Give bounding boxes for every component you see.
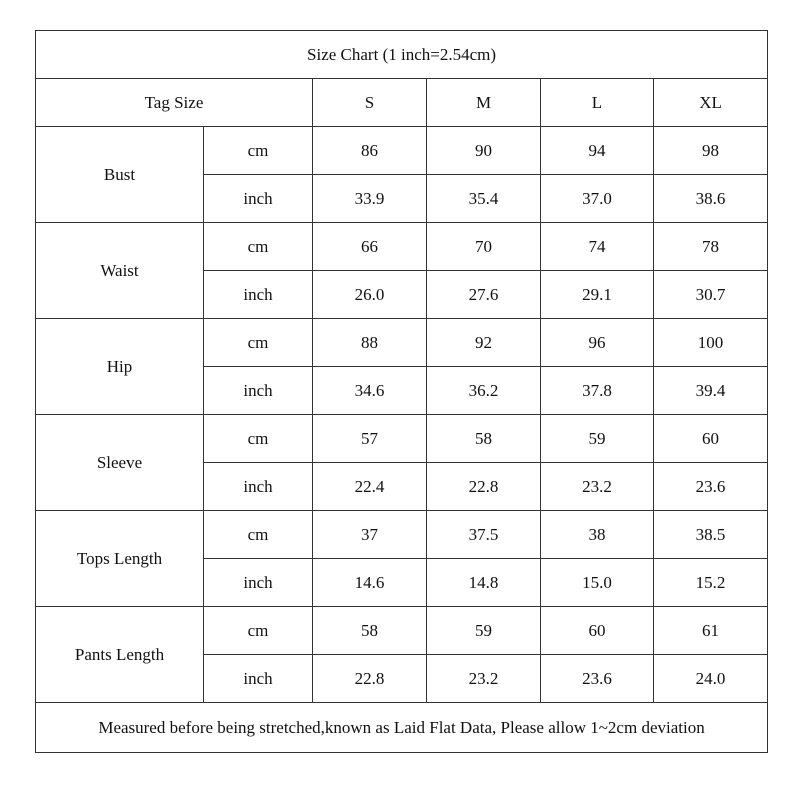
measure-label-sleeve: Sleeve — [36, 415, 204, 511]
value-cell: 39.4 — [654, 367, 768, 415]
footer-row — [36, 703, 768, 753]
unit-label-cm: cm — [204, 607, 313, 655]
measure-label-pants-length: Pants Length — [36, 607, 204, 703]
value-cell: 94 — [541, 127, 654, 175]
table-row — [36, 223, 768, 271]
value-cell: 14.6 — [313, 559, 427, 607]
value-cell: 38 — [541, 511, 654, 559]
value-cell: 37 — [313, 511, 427, 559]
size-chart — [35, 30, 767, 753]
value-cell: 23.2 — [427, 655, 541, 703]
unit-label-cm: cm — [204, 415, 313, 463]
value-cell: 59 — [427, 607, 541, 655]
value-cell: 14.8 — [427, 559, 541, 607]
value-cell: 38.5 — [654, 511, 768, 559]
measure-label-hip: Hip — [36, 319, 204, 415]
table-row — [36, 415, 768, 463]
value-cell: 92 — [427, 319, 541, 367]
value-cell: 35.4 — [427, 175, 541, 223]
value-cell: 15.0 — [541, 559, 654, 607]
unit-label-cm: cm — [204, 511, 313, 559]
value-cell: 23.6 — [654, 463, 768, 511]
table-row — [36, 511, 768, 559]
value-cell: 96 — [541, 319, 654, 367]
unit-label-inch: inch — [204, 559, 313, 607]
table-row — [36, 127, 768, 175]
value-cell: 22.4 — [313, 463, 427, 511]
value-cell: 15.2 — [654, 559, 768, 607]
value-cell: 88 — [313, 319, 427, 367]
footer-note: Measured before being stretched,known as Laid Flat Data, Please allow 1~2cm deviation — [36, 703, 768, 753]
unit-label-cm: cm — [204, 127, 313, 175]
tag-size-header: Tag Size — [36, 79, 313, 127]
value-cell: 37.0 — [541, 175, 654, 223]
header-row — [36, 79, 768, 127]
value-cell: 37.8 — [541, 367, 654, 415]
size-chart-table — [35, 30, 768, 753]
value-cell: 37.5 — [427, 511, 541, 559]
value-cell: 30.7 — [654, 271, 768, 319]
value-cell: 58 — [427, 415, 541, 463]
value-cell: 24.0 — [654, 655, 768, 703]
size-header-xl: XL — [654, 79, 768, 127]
unit-label-inch: inch — [204, 655, 313, 703]
size-header-s: S — [313, 79, 427, 127]
measure-label-bust: Bust — [36, 127, 204, 223]
unit-label-inch: inch — [204, 271, 313, 319]
value-cell: 22.8 — [427, 463, 541, 511]
value-cell: 23.2 — [541, 463, 654, 511]
value-cell: 60 — [541, 607, 654, 655]
table-row — [36, 607, 768, 655]
unit-label-inch: inch — [204, 175, 313, 223]
unit-label-inch: inch — [204, 463, 313, 511]
measure-label-tops-length: Tops Length — [36, 511, 204, 607]
unit-label-cm: cm — [204, 223, 313, 271]
value-cell: 98 — [654, 127, 768, 175]
unit-label-cm: cm — [204, 319, 313, 367]
value-cell: 59 — [541, 415, 654, 463]
value-cell: 57 — [313, 415, 427, 463]
title-row — [36, 31, 768, 79]
value-cell: 22.8 — [313, 655, 427, 703]
unit-label-inch: inch — [204, 367, 313, 415]
value-cell: 90 — [427, 127, 541, 175]
value-cell: 23.6 — [541, 655, 654, 703]
size-header-l: L — [541, 79, 654, 127]
value-cell: 86 — [313, 127, 427, 175]
value-cell: 38.6 — [654, 175, 768, 223]
value-cell: 100 — [654, 319, 768, 367]
chart-title: Size Chart (1 inch=2.54cm) — [36, 31, 768, 79]
value-cell: 74 — [541, 223, 654, 271]
value-cell: 33.9 — [313, 175, 427, 223]
measure-label-waist: Waist — [36, 223, 204, 319]
size-header-m: M — [427, 79, 541, 127]
value-cell: 78 — [654, 223, 768, 271]
value-cell: 34.6 — [313, 367, 427, 415]
value-cell: 60 — [654, 415, 768, 463]
value-cell: 36.2 — [427, 367, 541, 415]
value-cell: 58 — [313, 607, 427, 655]
value-cell: 61 — [654, 607, 768, 655]
value-cell: 66 — [313, 223, 427, 271]
value-cell: 27.6 — [427, 271, 541, 319]
table-row — [36, 319, 768, 367]
value-cell: 26.0 — [313, 271, 427, 319]
value-cell: 70 — [427, 223, 541, 271]
value-cell: 29.1 — [541, 271, 654, 319]
